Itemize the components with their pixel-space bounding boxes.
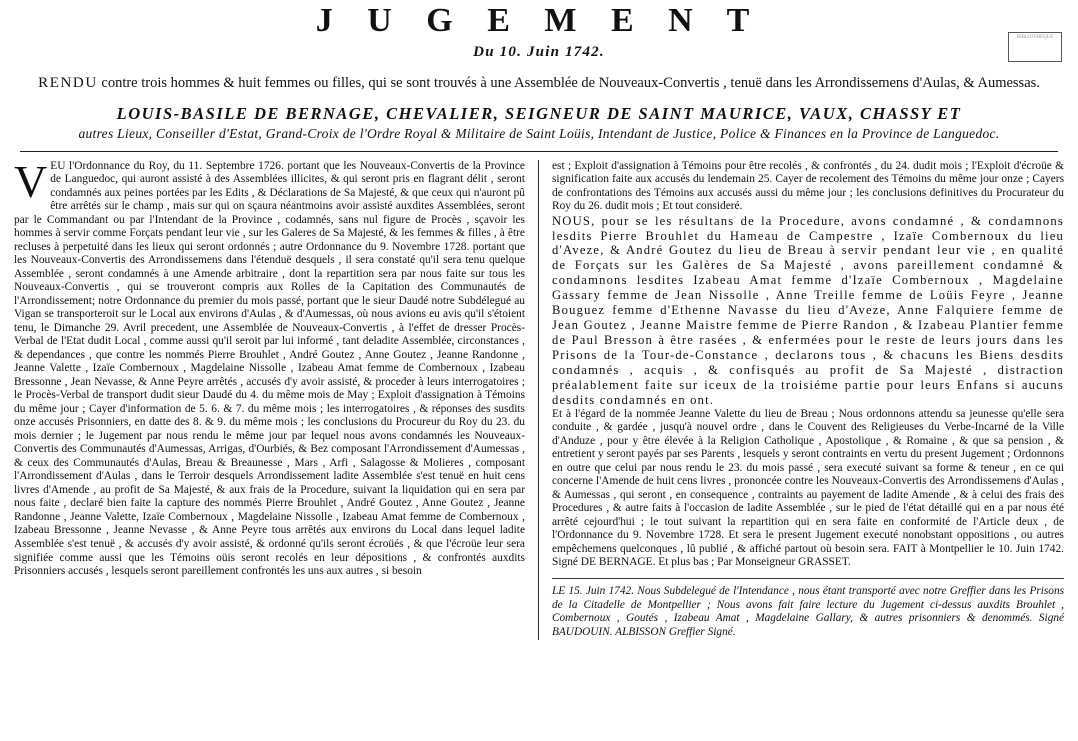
left-column xyxy=(14,155,539,640)
postscript-divider xyxy=(552,578,1064,579)
right-paragraph-1: est ; Exploit d'assignation à Témoins pour être recolés , & confrontés , du 24. dudit mois ; l'Exploit d'écroüe & signification faite aux accusés du lendemain 25. Cayer de recolement des Témoins du même jour onze ; Cayers de confrontations des Témoins aux accusés aussi du même jour ; les conclusions definitives du Procurateur du Roy du 26. dudit mois ; Et tout consideré. xyxy=(552,159,1064,213)
issuing-authority xyxy=(14,104,1064,142)
right-paragraph-2: NOUS, pour se les résultans de la Procedure, avons condamné , & condamnons lesdits Pierre Brouhlet du Hameau de Campestre , Izaïe Combernoux du lieu d'Aveze, & André Goutez du lieu de Breau à servir pendant leur vie , en qualité de Forçats sur les Galères de Sa Majesté , avons pareillement condamné & condamnons lesdites Izabeau Amat femme d'Izaïe Combernoux , Magdelaine Gassary femme de Jean Nissolle , Anne Treille femme de Loüis Feyre , Jeanne Bouguez femme d'Ethenne Navasse du lieu d'Aveze, Anne Falquiere femme de Jean Goutez , Jeanne Maistre femme de Pierre Randon , & Izabeau Plantier femme de Paul Bresson à être rasées , & enfermées pour le reste de leurs jours dans les Prisons de la Tour-de-Constance , declarons tous , & chacuns les Biens desdits condamnés , acquis , & confisqués au profit de Sa Majesté , distraction préalablement faite sur iceux de la troisiéme partie pour leurs Enfans si aucuns desdits condamnés en ont. xyxy=(552,213,1064,407)
library-stamp xyxy=(1008,32,1062,62)
postscript-text: LE 15. Juin 1742. Nous Subdelegué de l'Intendance , nous étant transporté avec notre Greffier dans les Prisons de la Citadelle de Montpellier ; Nous avons fait faire lecture du Jugement ci-dessus auxdits Brouhlet , Combernoux , Goutés , Izabeau Amat , Magdelaine Gallary, & autres prisonniers & denommés. Signé BAUDOUIN. ALBISSON Greffier Signé. xyxy=(552,584,1064,639)
document-summary xyxy=(14,73,1064,94)
body-columns xyxy=(14,155,1064,640)
document-date: Du 10. Juin 1742. xyxy=(473,44,605,60)
document-page xyxy=(0,2,1078,741)
rendu-label: RENDU xyxy=(38,75,98,91)
authority-name: LOUIS-BASILE DE BERNAGE, CHEVALIER, SEIGNEUR DE SAINT MAURICE, VAUX, CHASSY ET xyxy=(116,103,962,123)
authority-titles: autres Lieux, Conseiller d'Estat, Grand-Croix de l'Ordre Royal & Militaire de Saint Loüis, Intendant de Justice, Police & Finances en la Province de Languedoc. xyxy=(78,125,1000,141)
page-title: J U G E M E N T xyxy=(315,2,763,39)
library-stamp-text: BIBLIOTHEQUE xyxy=(1016,35,1054,40)
rendu-text: contre trois hommes & huit femmes ou filles, qui se sont trouvés à une Assemblée de Nouveaux-Convertis , tenuë dans les Arrondissemens d'Aulas, & Aumessas. xyxy=(101,75,1040,91)
right-column xyxy=(539,160,1064,640)
left-paragraph-1: VEU l'Ordonnance du Roy, du 11. Septembre 1726. portant que les Nouveaux-Convertis de la Province de Languedoc, qui auront assisté à des Assemblées illicites, & qui seront pris en flagrant délit , seront condamnés aux peines portées par les Edits , & Déclarations de Sa Majesté, & que ceux qui n'auront pû être arrêtés sur le champ , mais sur qui on sçaura néantmoins avoir assisté auxdites Assemblées, seront par le Commandant ou par l'Intendant de la Province , codamnés, sans nul figure de Procès , sçavoir les hommes à servir comme Forçats pendant leur vie , sur les Galeres de Sa Majesté, & les femmes & filles , à être recluses à perpetuité dans les lieux qui seront ordonnés ; autre Ordonnance du 9. Novembre 1728. portant que les Nouveaux-Convertis des Arrondissemens dans l'étenduë desquels , il sera constaté qu'il sera tenu quelque Assemblée , seront condamnés à une Amende arbitraire , dont la repartition sera par nous faite sur tous les Nouveaux-Convertis , qui se trouveront compris aux Rolles de la Capitation des Communautés de l'Arrondissement; notre Ordonnance du premier du mois passé, portant que le sieur Daudé notre Subdélegué au Vigan se transporteroit sur le Local aux environs d'Aulas , & d'Aumessas, où nous avions eu avis qu'il s'étoient tenu, le Dimanche 29. Avril precedent, une Assemblée de Nouveaux-Convertis , à l'effet de dresser Procès-Verbal de l'Etat dudit Local , comme aussi qu'il seroit par lui informé , tant deladite Assemblée, circonstances , & dependances , que contre les nommés Pierre Brouhlet , André Goutez , Anne Goutez , Jeanne Randonne , Jeanne Valette , Izaïe Combernoux , Magdelaine Nissolle , Izabeau Amat femme de Combernoux , Izabeau Bressonne , Jean Nevasse, & Anne Peyre arrêtés , accusés d'y avoir assisté, & proceder à leurs interrogatoires ; le Procès-Verbal de transport dudit sieur Daudé du 4. du même mois de May ; Exploit d'assignation à Témoins du même jour ; Cayer d'information de 5. 6. & 7. du même mois ; les interrogatoires , & réponses des susdits onze accusés Prisonniers, en datte des 8. & 9. du même mois ; les conclusions du Procureur du Roy du 23. du mois dernier ; le Jugement par nous rendu le même jour par lequel nous avons condamnés les Nouveaux-Convertis des Communautés d'Aumessas, Arrigas, d'Ourbiés, & Bez composant l'Arrondissement d'Aumessas , & ceux des Communautés d'Aulas, Breau & Breaunesse , Mars , Arfi , Salagosse & Molieres , composant l'Arrondissement d'Aulas , dans le Terroir desquels Arrondissement ladite Assemblée s'est tenuë en huit cens livres d'Amende , au profit de Sa Majesté, & aux frais de la Procedure, suivant la liquidation qui en sera par nous faite , declaré bien faite la capture des nommés Pierre Brouhlet , André Goutez , Anne Goutez , Jeanne Randonne , Jeanne Valette, Izaïe Combernoux , Magdelaine Nissolle , Izabeau Amat femme de Combernoux , Izabeau Bressonne , Jeanne Nevasse , & Anne Peyre tous arrêtés aux environs du Local dans lequel ladite Assemblée s'est tenuë , & accusés d'y avoir assisté, & ordonné qu'ils seront écroüés , & que l'écroüe leur sera signifiée comme aussi que les Témoins oüis seront recolés en leur dépositions , & confrontés auxdits Prisonniers accusés , lesquels seront pareillement confrontés les uns aux autres , si besoin xyxy=(14,155,525,578)
header-divider xyxy=(20,151,1058,152)
right-paragraph-3: Et à l'égard de la nommée Jeanne Valette du lieu de Breau ; Nous ordonnons attendu sa jeunesse qu'elle sera conduite , & gardée , jusqu'à nouvel ordre , dans le Couvent des Religieuses du Verbe-Incarné de la Ville d'Anduze , pour y être élevée à la Religion Catholique , Apostolique , & Romaine , & que sa pension , & entretient y seront payés par ses Parents , lesquels y seront contraints en vertu du present Jugement ; Ordonnons en outre que celui par nous rendu le 23. du mois passé , sera executé suivant sa forme & teneur , en ce qui concerne l'Amende de huit cens livres , prononcée contre les Nouveaux-Convertis des Arrondissemens d'Aulas , & Aumessas , qui seront , en consequence , contraints au payement de ladite Amende , & à celui des frais des Procedures , & autre faits à l'occasion de ladite Assemblée , sur le pied de l'état détaillé qui en a par nous été arrêté cejourd'hui ; le tout suivant la repartition qui en sera faite en conformité de l'Article deux , de l'Ordonnance du 9. Novembre 1728. Et sera le present Jugement executé nonobstant oppositions , ou autres empêchemens quelconques , lû publié , & affiché partout où besoin sera. FAIT à Montpellier le 10. Juin 1742. Signé DE BERNAGE. Et plus bas ; Par Monseigneur GRASSET. xyxy=(552,407,1064,569)
